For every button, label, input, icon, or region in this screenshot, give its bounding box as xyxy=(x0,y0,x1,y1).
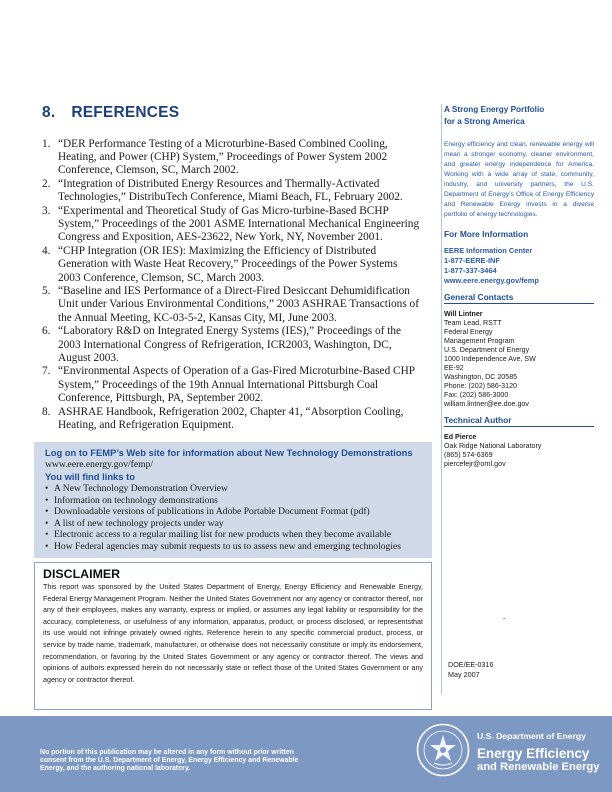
femp-link-item: • Information on technology demonstrations xyxy=(45,495,422,507)
info-phone-1: 1-877-EERE-INF xyxy=(444,256,500,265)
femp-website-link[interactable]: www.eere.energy.gov/femp xyxy=(444,276,539,285)
femp-info-box xyxy=(34,442,432,558)
femp-link[interactable]: www.eere.energy.gov/femp/ xyxy=(45,459,154,470)
femp-link-item: • A New Technology Demonstration Overview xyxy=(45,483,422,495)
femp-links-list xyxy=(45,483,422,553)
doe-wordmark: U.S. Department of Energy xyxy=(477,731,586,741)
doc-number: DOE/EE-0316 xyxy=(448,660,494,669)
reference-item: 6. “Laboratory R&D on Integrated Energy Systems (IES),” Proceedings of the 2003 International Congress of Refrigeration, ICR2003, Washington, DC, August 2003. xyxy=(42,325,401,364)
disclaimer-title: DISCLAIMER xyxy=(43,567,121,581)
femp-link-item: • A list of new technology projects under way xyxy=(45,518,422,530)
publication-info xyxy=(448,660,494,681)
section-number: 8. xyxy=(42,104,56,121)
references-list xyxy=(42,138,422,432)
reference-item: 4. “CHP Integration (OR IES): Maximizing the Efficiency of Distributed Generation with Waste Heat Recovery,” Proceedings of the Power Systems 2003 Conference, Clemson, SC, March 2003. xyxy=(42,245,398,284)
author-line: Oak Ridge National Laboratory xyxy=(444,442,542,450)
doe-seal-icon xyxy=(416,723,470,777)
sidebar-heading-line-2: for a Strong America xyxy=(444,117,525,126)
reference-item: 7. “Environmental Aspects of Operation of a Gas-Fired Microturbine-Based CHP System,” Proceedings of the 19th Annual International Pittsburgh Coal Conference, Pittsburgh, PA, September 2002. xyxy=(42,365,415,404)
femp-link-item: • How Federal agencies may submit requests to us to assess new and emerging technologies xyxy=(45,541,422,553)
contact-line: EE-92 xyxy=(444,364,464,372)
contact-name: Will Lintner xyxy=(444,310,483,318)
section-title: REFERENCES xyxy=(71,104,180,121)
footer-band xyxy=(0,716,612,792)
disclaimer-box xyxy=(34,562,432,710)
reference-item: 5. “Baseline and IES Performance of a Direct-Fired Desiccant Dehumidification Unit under Various Environmental Conditions,” 2003 ASHRAE Transactions of the Annual Meeting, KC-03-5-2, Kansas City, MI, June 2003. xyxy=(42,285,419,324)
disclaimer-text: This report was sponsored by the United States Department of Energy, Energy Efficiency and Renewable Energy, Federal Energy Management Program. Neither the United States Government nor any agency or contractor thereof, nor any of their employees, makes any warranty, express or implied, or assumes any legal liability or responsibility for the accuracy, completeness, or usefulness of any information, apparatus, product, or process disclosed, or representsthat its use would not infringe privately owned rights. Reference herein to any specific commercial product, process, or service by trade name, trademark, manufacturer, or otherwise does not necessarily constitute or imply its endorsement, recommendation, or favoring by the United States Government or any agency or contractor thereof. The views and opinions of authors expressed herein do not necessarily state or reflect those of the United States Government or any agency or contractor thereof. xyxy=(43,583,423,684)
contact-line: Phone: (202) 586-3120 xyxy=(444,382,517,390)
technical-author-block xyxy=(444,433,594,469)
ee-wordmark-line-2: and Renewable Energy xyxy=(477,761,600,773)
contact-email-link[interactable]: william.lintner@ee.doe.gov xyxy=(444,400,529,408)
contact-line: Washington, DC 20585 xyxy=(444,373,518,381)
contact-line: Fax: (202) 586-3000 xyxy=(444,391,509,399)
sidebar-blurb: Energy efficiency and clean, renewable energy will mean a stronger economy, cleaner environment, and greater energy independence for America. Working with a wide array of state, community, industry, and university partners, the U.S. Department of Energy’s Office of Energy Efficiency and Renewable Energy invests in a diverse portfolio of energy technologies. xyxy=(444,141,594,218)
author-email-link[interactable]: piercefejr@ornl.gov xyxy=(444,460,506,468)
reference-item: 8. ASHRAE Handbook, Refrigeration 2002, Chapter 41, “Absorption Cooling, Heating, and Refrigeration Equipment. xyxy=(42,405,404,431)
contact-line: Team Lead, RSTT xyxy=(444,319,502,327)
femp-box-title: Log on to FEMP’s Web site for information about New Technology Demonstrations xyxy=(45,447,413,458)
contact-line: Federal Energy xyxy=(444,328,493,336)
footer-legal-notice: No portion of this publication may be altered in any form without prior written consent from the U.S. Department of Energy, Energy Efficiency and Renewable Energy, and the authoring national laboratory. xyxy=(40,749,299,772)
contact-line: Management Program xyxy=(444,337,515,345)
contact-line: U.S. Department of Energy xyxy=(444,346,530,354)
contact-line: 1000 Independence Ave, SW xyxy=(444,355,536,363)
general-contact-block xyxy=(444,310,594,409)
author-line: (865) 574-6369 xyxy=(444,451,493,459)
femp-link-item: • Electronic access to a regular mailing list for new products when they become available xyxy=(45,529,422,541)
author-name: Ed Pierce xyxy=(444,433,477,441)
general-contacts-title: General Contacts xyxy=(444,292,594,304)
femp-link-item: • Downloadable versions of publications in Adobe Portable Document Format (pdf) xyxy=(45,506,422,518)
sidebar-heading-line-1: A Strong Energy Portfolio xyxy=(444,105,545,114)
info-center-name: EERE Information Center xyxy=(444,246,533,255)
more-info-title: For More Information xyxy=(444,229,529,239)
stray-dash: - xyxy=(503,616,506,623)
find-links-label: You will find links to xyxy=(45,471,135,482)
ee-wordmark-line-1: Energy Efficiency xyxy=(477,746,590,761)
sidebar xyxy=(444,104,594,469)
technical-author-title: Technical Author xyxy=(444,415,594,427)
info-center-block xyxy=(444,246,594,286)
reference-item: 1. “DER Performance Testing of a Microturbine-Based Combined Cooling, Heating, and Power (CHP) System,” Proceedings of Power System 2002 Conference, Clemson, SC, March 2002. xyxy=(42,138,388,177)
reference-item: 3. “Experimental and Theoretical Study of Gas Micro-turbine-Based BCHP System,” Proceedings of the 2001 ASME International Mechanical Engineering Congress and Exposition, AES-23622, New York, NY, November 2001. xyxy=(42,205,420,244)
publication-date: May 2007 xyxy=(448,670,480,680)
reference-item: 2. “Integration of Distributed Energy Resources and Thermally-Activated Technologies,” DistribuTech Conference, Miami Beach, FL, February 2002. xyxy=(42,178,403,204)
info-phone-2: 1-877-337-3464 xyxy=(444,266,497,275)
sidebar-divider xyxy=(441,104,442,694)
references-heading xyxy=(42,104,179,122)
